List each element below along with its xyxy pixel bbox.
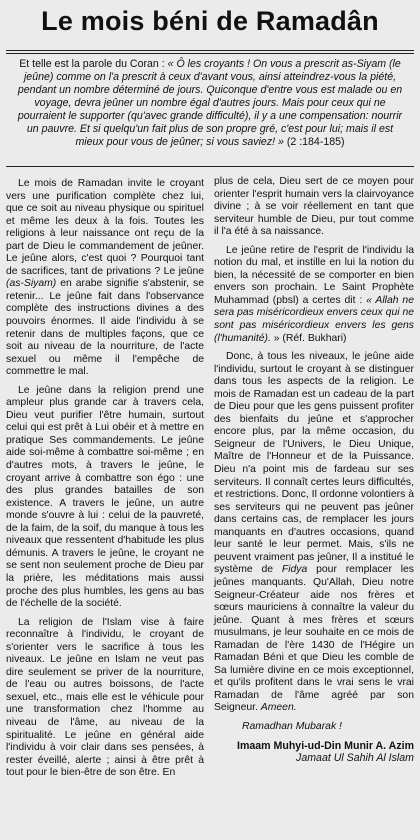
paragraph	[214, 351, 414, 715]
intro-quote-block	[12, 58, 408, 149]
author-organization: Jamaat Ul Sahih Al Islam	[296, 752, 414, 765]
paragraph	[6, 178, 204, 379]
italic-term: (as-Siyam)	[6, 278, 57, 290]
intro-reference: (2 :184-185)	[283, 136, 345, 148]
text: Le mois de Ramadan invite le croyant vers une purification complète chez lui, que ce soit au niveau physique ou spirituel et même les deux à la fois. Toutes les religions à leur naissance ont reçu de la part de Dieu le commandement de jeûner. Le jeûne alors, c'est quoi ? Pourquoi tant de sacrifices, tant de privations ? Le jeûne	[6, 178, 204, 277]
hadith-quote: « Allah ne sera pas miséricordieux envers ceux qui ne sont pas miséricordieux envers les gens (l'humanité).	[214, 294, 414, 344]
title-rule-double	[6, 53, 414, 54]
author-name: Imaam Muhyi-ud-Din Munir A. Azim	[237, 739, 414, 752]
title-rule	[6, 50, 414, 51]
paragraph: Le jeûne dans la religion prend une ampleur plus grande car à travers cela, Dieu veut purifier l'être humain, surtout celui qui est prêt à Lui obéir et à mettre en pratique Ses commandements. Le jeûne aide soi-même à combattre soi-même ; en d'autres mots, à travers le jeûne, le croyant arrive à combattre son égo : une des plus grandes batailles de son existence. A travers le jeûne, un autre monde s'ouvre à lui : celui de la pauvreté, de la faim, de la soif, du manque à tous les niveaux que ressentent d'habitude les plus démunis. A travers le jeûne, le croyant ne se sent non seulement proche de Dieu par la prière, les méditations mais aussi proche des plus humbles, les gens au bas de l'échelle de la société.	[6, 384, 204, 610]
closing-greeting: Ramadhan Mubarak !	[242, 720, 342, 732]
article-title: Le mois béni de Ramadân	[41, 6, 379, 36]
italic-term: Ameen.	[260, 702, 297, 714]
hadith-reference: » (Réf. Bukhari)	[270, 332, 347, 344]
intro-rule	[6, 166, 414, 167]
text: pour remplacer les jeûnes manquants. Qu'Allah, Dieu notre Seigneur-Créateur aide nos frères et sœurs mauriciens à connaître la valeur du jeûne. Quant à mes frères et sœurs musulmans, je leur souhaite en ce mois de Ramadan de l'ère 1430 de l'Hégire un Ramadan Béni et que Dieu les comble de Sa lumière divine en ce mois exceptionnel, et qu'ils profitent dans le vrai sens le vrai Ramadan de l'âme agréé par son Seigneur.	[214, 564, 414, 714]
text: en arabe signifie s'abstenir, se retenir... Le jeûne fait dans l'observance complète des instructions divines a des pouvoirs énormes. Il aide l'individu à se retenir dans de multiples façons, que ce soit au niveau de la nourriture, de l'acte sexuel ou même il l'empêche de commettre le mal.	[6, 278, 204, 378]
text: Donc, à tous les niveaux, le jeûne aide l'individu, surtout le croyant à se distinguer dans tous les aspects de la religion. Le mois de Ramadan est un cadeau de la part de Dieu pour que les gens puissent profiter des bienfaits du jeûne et s'approcher encore plus, par la même occasion, du Seigneur de l'Univers, le Dieu Unique, Maître de l'Honneur et de la Puissance. Dieu n'a point mis de fardeau sur ses serviteurs. Il connaît certes leurs difficultés, et restrictions. Donc, Il ordonne volontiers à ses serviteurs qui ne peuvent pas jeûner dans certains cas, de remplacer les jours manquants en d'autres occasions, quand leur santé le leur permet. Mais, s'ils ne peuvent vraiment pas jeûner, Il a institué le système de	[214, 351, 414, 576]
intro-quote: « Ô les croyants ! On vous a prescrit as-Siyam (le jeûne) comme on l'a prescrit à ceux d'avant vous, ainsi atteindrez-vous la piété, pendant un nombre déterminé de jours. Quiconque d'entre vous est malade ou en voyage, devra jeûner un nombre égal d'autres jours. Mais pour ceux qui ne pourraient le supporter (qu'avec grande difficulté), il y a une compensation: nourrir un pauvre. Et si quelqu'un fait plus de son propre gré, c'est pour lui; mais il est mieux pour vous de jeûner; si vous saviez! »	[17, 58, 403, 148]
right-column	[214, 176, 414, 765]
paragraph	[214, 245, 414, 345]
left-column	[6, 178, 204, 786]
text: Le jeûne retire de l'esprit de l'individu la notion du mal, et instille en lui la notion du bien, la nécessité de se comporter en bien envers son prochain. Le Saint Prophète Muhammad (pbsl) a certes dit :	[214, 244, 414, 306]
italic-term: Fidya	[281, 564, 308, 576]
intro-lead: Et telle est la parole du Coran :	[19, 58, 168, 70]
signature-block	[214, 740, 414, 765]
paragraph: La religion de l'Islam vise à faire reconnaître à l'individu, le croyant de s'orienter vers le sacrifice à tous les niveaux. Le jeûne en Islam ne veut pas dire seulement se priver de la nourriture, de l'eau ou autres boissons, de l'acte sexuel, etc., mais elle est le véhicule pour une transformation chez l'homme au niveau de l'âme, au niveau de la spiritualité. Le jeûne en général aide l'individu à voir clair dans ses pensées, à rester éveillé, alerte ; ainsi à être prêt à tout pour le bien-être de son être. En	[6, 616, 204, 779]
paragraph: plus de cela, Dieu sert de ce moyen pour orienter l'esprit humain vers la clairvoyance divine ; à se voir réellement en tant que serviteur humble de Dieu, pur tout comme il l'a été à sa naissance.	[214, 176, 414, 238]
